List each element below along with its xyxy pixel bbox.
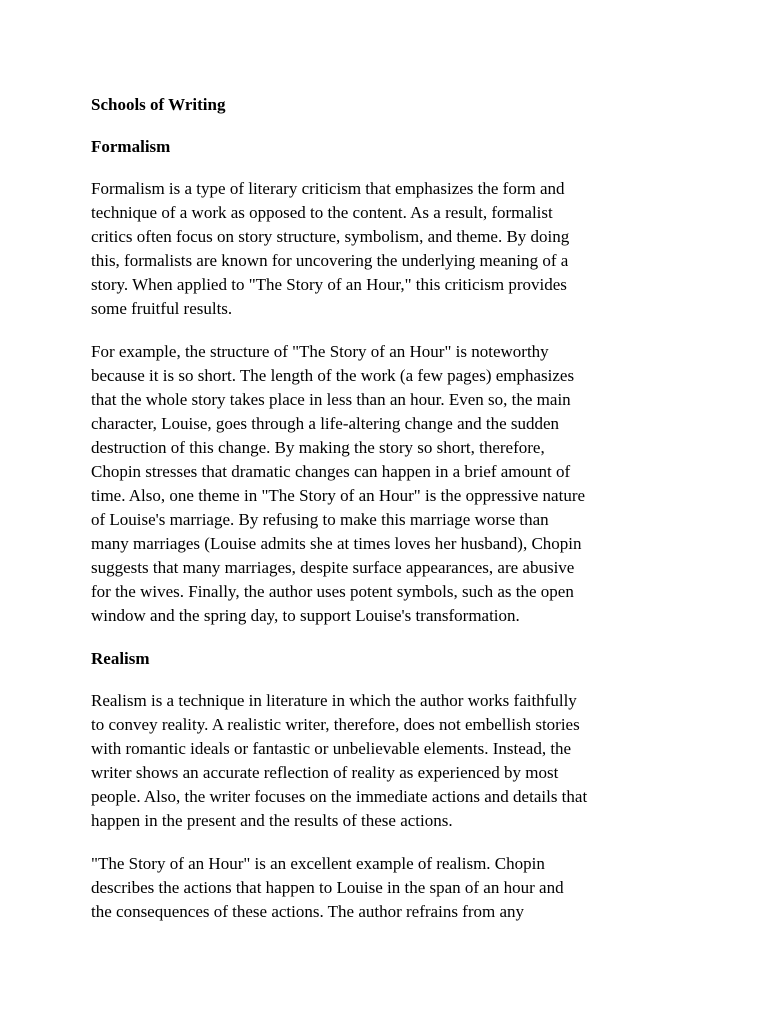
- text-line: the consequences of these actions. The author refrains from any: [91, 902, 525, 921]
- text-line: that the whole story takes place in less than an hour. Even so, the main: [91, 390, 571, 409]
- text-line: window and the spring day, to support Louise's transformation.: [91, 606, 520, 625]
- paragraph: [91, 177, 691, 321]
- text-line: suggests that many marriages, despite surface appearances, are abusive: [91, 558, 575, 577]
- text-line: Chopin stresses that dramatic changes can happen in a brief amount of: [91, 462, 571, 481]
- text-line: happen in the present and the results of these actions.: [91, 811, 453, 830]
- document-title: Schools of Writing: [91, 95, 226, 114]
- section-heading-formalism: Formalism: [91, 137, 171, 156]
- text-line: destruction of this change. By making the story so short, therefore,: [91, 438, 545, 457]
- text-line: some fruitful results.: [91, 299, 233, 318]
- section-formalism: [91, 135, 691, 628]
- document-page: [91, 93, 691, 943]
- text-line: "The Story of an Hour" is an excellent example of realism. Chopin: [91, 854, 545, 873]
- text-line: character, Louise, goes through a life-altering change and the sudden: [91, 414, 560, 433]
- text-line: of Louise's marriage. By refusing to make this marriage worse than: [91, 510, 549, 529]
- text-line: describes the actions that happen to Louise in the span of an hour and: [91, 878, 564, 897]
- text-line: Realism is a technique in literature in which the author works faithfully: [91, 691, 577, 710]
- paragraph: [91, 852, 691, 924]
- text-line: For example, the structure of "The Story of an Hour" is noteworthy: [91, 342, 549, 361]
- text-line: technique of a work as opposed to the content. As a result, formalist: [91, 203, 553, 222]
- text-line: this, formalists are known for uncovering the underlying meaning of a: [91, 251, 569, 270]
- text-line: with romantic ideals or fantastic or unbelievable elements. Instead, the: [91, 739, 572, 758]
- text-line: story. When applied to "The Story of an Hour," this criticism provides: [91, 275, 567, 294]
- text-line: people. Also, the writer focuses on the immediate actions and details that: [91, 787, 588, 806]
- text-line: because it is so short. The length of the work (a few pages) emphasizes: [91, 366, 575, 385]
- text-line: to convey reality. A realistic writer, therefore, does not embellish stories: [91, 715, 580, 734]
- text-line: many marriages (Louise admits she at times loves her husband), Chopin: [91, 534, 582, 553]
- paragraph: [91, 689, 691, 833]
- text-line: Formalism is a type of literary criticism that emphasizes the form and: [91, 179, 565, 198]
- paragraph: [91, 340, 691, 628]
- text-line: time. Also, one theme in "The Story of an Hour" is the oppressive nature: [91, 486, 586, 505]
- text-line: writer shows an accurate reflection of reality as experienced by most: [91, 763, 559, 782]
- text-line: critics often focus on story structure, symbolism, and theme. By doing: [91, 227, 570, 246]
- section-heading-realism: Realism: [91, 649, 150, 668]
- section-realism: [91, 647, 691, 924]
- text-line: for the wives. Finally, the author uses potent symbols, such as the open: [91, 582, 574, 601]
